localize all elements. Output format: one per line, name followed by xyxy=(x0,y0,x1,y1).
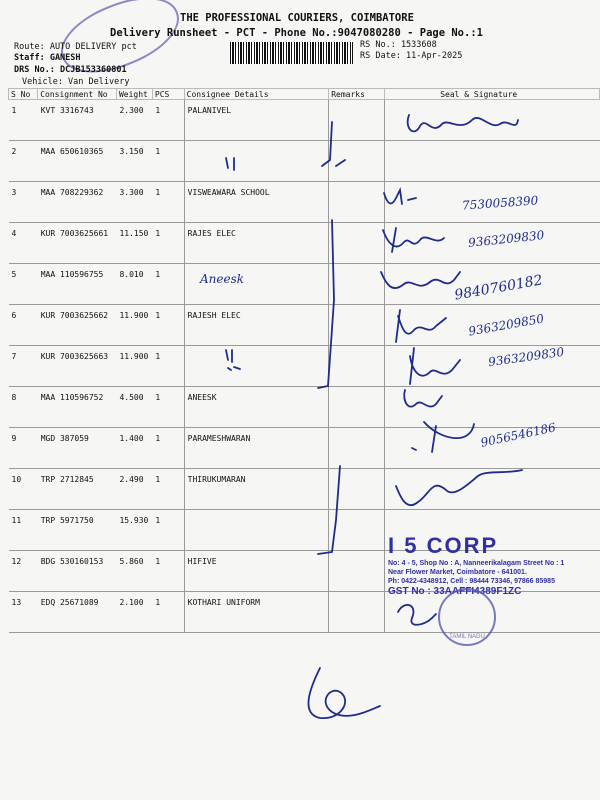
row-consignee: HIFIVE xyxy=(184,551,329,592)
row-pcs: 1 xyxy=(152,346,184,387)
row-pcs: 1 xyxy=(152,264,184,305)
row-consignment: KUR 7003625663 xyxy=(38,346,117,387)
company-stamp xyxy=(388,533,564,597)
row-sno: 11 xyxy=(9,510,38,551)
row-pcs: 1 xyxy=(152,469,184,510)
row-weight: 2.300 xyxy=(116,100,152,141)
row-consignee: PALANIVEL xyxy=(184,100,329,141)
row-weight: 11.150 xyxy=(116,223,152,264)
row-sno: 5 xyxy=(9,264,38,305)
hw-phone-r7: 9363209830 xyxy=(487,344,565,370)
row-pcs: 1 xyxy=(152,100,184,141)
row-weight: 5.860 xyxy=(116,551,152,592)
runsheet-subtitle: Delivery Runsheet - PCT - Phone No.:9047080280 - Page No.:1 xyxy=(110,27,483,39)
row-consignment: KUR 7003625662 xyxy=(38,305,117,346)
drs-label: DRS No.: DCJB153360801 xyxy=(14,65,127,75)
hw-phone-r3: 7530058390 xyxy=(461,193,539,213)
row-sno: 12 xyxy=(9,551,38,592)
row-consignment: BDG 530160153 xyxy=(38,551,117,592)
row-consignee: THIRUKUMARAN xyxy=(184,469,329,510)
row-sno: 2 xyxy=(9,141,38,182)
row-pcs: 1 xyxy=(152,551,184,592)
col-weight: Weight xyxy=(116,89,152,100)
row-pcs: 1 xyxy=(152,592,184,633)
stamp-address-1: No: 4 - 5, Shop No : A, Nanneerikalagam Street No : 1 xyxy=(388,560,565,567)
staff-label: Staff: GANESH xyxy=(14,53,81,63)
row-consignment: TRP 5971750 xyxy=(38,510,117,551)
seal-text: TAMIL NADU xyxy=(449,634,485,640)
col-pcs: PCS xyxy=(152,89,184,100)
row-pcs: 1 xyxy=(152,387,184,428)
row-pcs: 1 xyxy=(152,510,184,551)
stamp-title: I 5 CORP xyxy=(388,533,499,558)
row-consignment: MAA 110596755 xyxy=(38,264,117,305)
row-consignee: RAJESH ELEC xyxy=(184,305,329,346)
row-consignee: RAJES ELEC xyxy=(184,223,329,264)
row-sno: 7 xyxy=(9,346,38,387)
row-pcs: 1 xyxy=(152,305,184,346)
row-weight: 3.150 xyxy=(116,141,152,182)
hw-phone-r4: 9363209830 xyxy=(467,228,545,250)
row-consignment: KVT 3316743 xyxy=(38,100,117,141)
row-sno: 8 xyxy=(9,387,38,428)
row-consignment: TRP 2712845 xyxy=(38,469,117,510)
row-consignment: MAA 708229362 xyxy=(38,182,117,223)
col-remarks: Remarks xyxy=(329,89,385,100)
row-sno: 9 xyxy=(9,428,38,469)
round-seal xyxy=(438,588,496,646)
row-pcs: 1 xyxy=(152,428,184,469)
row-sno: 10 xyxy=(9,469,38,510)
rs-number: RS No.: 1533608 xyxy=(360,40,437,50)
vehicle-label: Vehicle: Van Delivery xyxy=(22,77,130,87)
row-consignee: KOTHARI UNIFORM xyxy=(184,592,329,633)
row-weight: 11.900 xyxy=(116,305,152,346)
stamp-address-2: Near Flower Market, Coimbatore - 641001. xyxy=(388,569,527,576)
row-pcs: 1 xyxy=(152,223,184,264)
row-sno: 1 xyxy=(9,100,38,141)
stamp-phone: Ph: 0422-4348912, Cell : 98444 73346, 97866 85985 xyxy=(388,578,555,585)
row-pcs: 1 xyxy=(152,141,184,182)
hw-phone-r5: 9840760182 xyxy=(453,272,544,304)
row-weight: 8.010 xyxy=(116,264,152,305)
route-label: Route: AUTO DELIVERY pct xyxy=(14,42,137,52)
row-sno: 6 xyxy=(9,305,38,346)
row-sno: 4 xyxy=(9,223,38,264)
row-weight: 15.930 xyxy=(116,510,152,551)
hw-name-r5: Aneesk xyxy=(200,272,245,286)
row-consignment: MAA 110596752 xyxy=(38,387,117,428)
col-consignee: Consignee Details xyxy=(184,89,329,100)
row-weight: 4.500 xyxy=(116,387,152,428)
row-consignment: MGD 387059 xyxy=(38,428,117,469)
row-sno: 13 xyxy=(9,592,38,633)
col-consignment: Consignment No xyxy=(38,89,117,100)
row-consignment: EDQ 25671089 xyxy=(38,592,117,633)
row-consignee: ANEESK xyxy=(184,387,329,428)
row-weight: 1.400 xyxy=(116,428,152,469)
company-title: THE PROFESSIONAL COURIERS, COIMBATORE xyxy=(180,12,414,24)
row-weight: 3.300 xyxy=(116,182,152,223)
row-pcs: 1 xyxy=(152,182,184,223)
rs-date: RS Date: 11-Apr-2025 xyxy=(360,51,463,61)
row-consignment: MAA 650610365 xyxy=(38,141,117,182)
row-sno: 3 xyxy=(9,182,38,223)
row-weight: 2.490 xyxy=(116,469,152,510)
row-consignee: PARAMESHWARAN xyxy=(184,428,329,469)
stamp-gst: GST No : 33AAFFI4389F1ZC xyxy=(388,586,522,597)
row-weight: 11.900 xyxy=(116,346,152,387)
row-weight: 2.100 xyxy=(116,592,152,633)
col-sno: S No xyxy=(9,89,38,100)
row-consignee: VISWEAWARA SCHOOL xyxy=(184,182,329,223)
row-consignment: KUR 7003625661 xyxy=(38,223,117,264)
hw-phone-r9: 9056546186 xyxy=(479,420,557,450)
col-signature: Seal & Signature xyxy=(385,89,600,100)
hw-phone-r6: 9363209850 xyxy=(467,311,545,339)
